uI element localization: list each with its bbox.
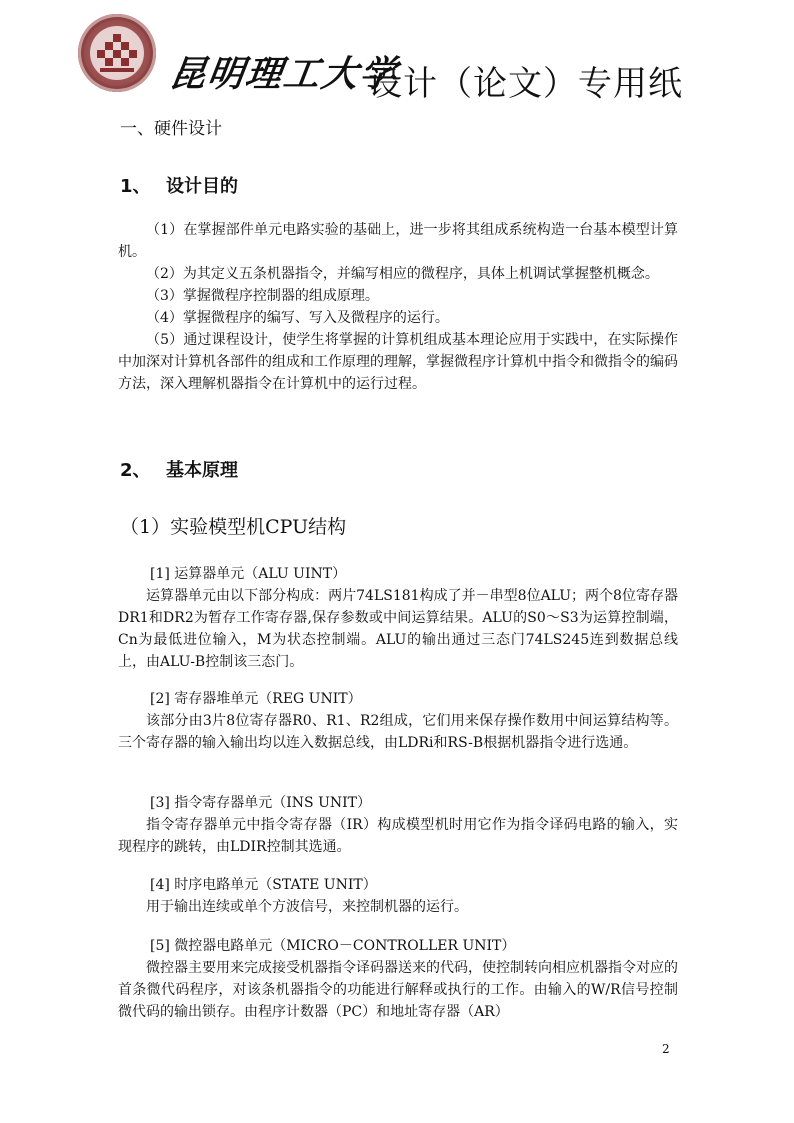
section-title: 一、硬件设计 [120,119,222,139]
heading-basic-principle [120,456,238,482]
unit-paragraph [118,896,678,918]
unit-title: [5] 微控器电路单元（MICRO－CONTROLLER UNIT） [150,938,516,954]
paragraph: 该部分由3片8位寄存器R0、R1、R2组成，它们用来保存操作数用中间运算结构等。三个寄存器的输入输出均以连入数据总线，由LDRi和RS-B根据机器指令进行选通。 [118,713,678,751]
paragraph: 微控器主要用来完成接受机器指令译码器送来的代码，使控制转向相应机器指令对应的首条微代码程序，对该条机器指令的功能进行解释或执行的工作。由输入的W/R信号控制微代码的输出锁存。由程序计数器（PC）和地址寄存器（AR） [118,960,678,1020]
page-header [78,12,698,112]
heading-number: 1、 [120,176,151,197]
paper-title: 设计（论文）专用纸 [368,64,683,104]
paragraph: 指令寄存器单元中指令寄存器（IR）构成模型机时用它作为指令译码电路的输入，实现程序的跳转，由LDIR控制其选通。 [118,817,678,855]
unit-title: [1] 运算器单元（ALU UINT） [150,566,347,582]
paragraph: （3）掌握微程序控制器的组成原理。 [146,288,379,304]
heading-text: 基本原理 [166,460,238,481]
purpose-paragraphs [118,219,678,395]
heading-number: 2、 [120,460,151,481]
paragraph: 用于输出连续或单个方波信号，来控制机器的运行。 [146,899,468,915]
paragraph: （2）为其定义五条机器指令，并编写相应的微程序，具体上机调试掌握整机概念。 [146,266,659,282]
unit-title: [2] 寄存器堆单元（REG UNIT） [150,691,362,707]
unit-title: [4] 时序电路单元（STATE UNIT） [150,877,377,893]
unit-paragraph [118,710,678,754]
unit-paragraph [118,957,678,1023]
heading-text: 设计目的 [166,176,238,197]
paragraph: 运算器单元由以下部分构成：两片74LS181构成了并－串型8位ALU；两个8位寄存器DR1和DR2为暂存工作寄存器,保存参数或中间运算结果。ALU的S0～S3为运算控制端，Cn为最低进位输入，M为状态控制端。ALU的输出通过三态门74LS245连到数据总线上，由ALU-B控制该三态门。 [118,588,678,670]
paragraph: （4）掌握微程序的编写、写入及微程序的运行。 [146,310,449,326]
unit-title: [3] 指令寄存器单元（INS UNIT） [150,795,372,811]
paragraph: （1）在掌握部件单元电路实验的基础上，进一步将其组成系统构造一台基本模型计算机。 [118,222,678,260]
unit-paragraph [118,585,678,673]
school-name: 昆明理工大学 [166,53,401,95]
subheading-cpu-structure: （1）实验模型机CPU结构 [120,516,347,538]
page-number: 2 [662,1042,670,1056]
paragraph: （5）通过课程设计，使学生将掌握的计算机组成基本理论应用于实践中，在实际操作中加深对计算机各部件的组成和工作原理的理解，掌握微程序计算机中指令和微指令的编码方法，深入理解机器指令在计算机中的运行过程。 [118,332,678,392]
heading-design-purpose [120,172,238,198]
unit-paragraph [118,814,678,858]
university-seal-logo [78,14,156,92]
